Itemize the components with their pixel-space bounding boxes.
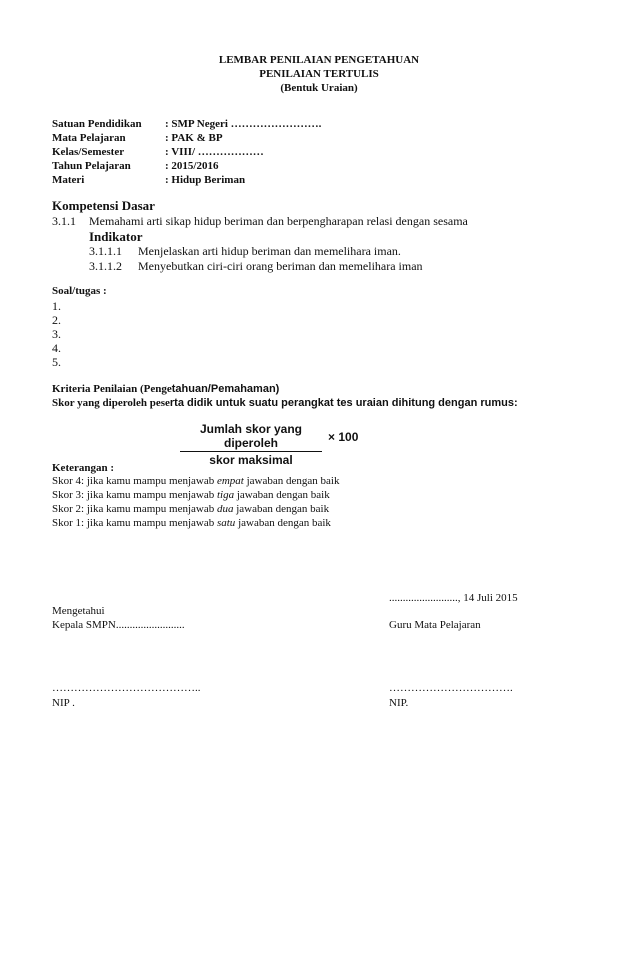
keterangan-em: tiga: [216, 489, 235, 501]
guru-label: Guru Mata Pelajaran: [389, 619, 481, 631]
title-line-1: LEMBAR PENILAIAN PENGETAHUAN: [218, 54, 420, 66]
info-label: Mata Pelajaran: [52, 132, 126, 144]
info-label: Tahun Pelajaran: [52, 160, 131, 172]
keterangan-item: [52, 503, 329, 515]
kriteria-line-part2: rta didik untuk suatu perangkat tes uraian dihitung dengan rumus:: [169, 397, 518, 409]
kriteria-line-part1: Skor yang diperoleh pese: [52, 397, 170, 409]
keterangan-item: [52, 489, 330, 501]
soal-item: 2.: [52, 313, 61, 327]
keterangan-post: jawaban dengan baik: [235, 517, 331, 529]
title-line-2: PENILAIAN TERTULIS: [259, 68, 379, 80]
kriteria-heading-part2: tahuan/Pemahaman): [171, 383, 280, 395]
formula-times: × 100: [328, 430, 359, 444]
keterangan-em: dua: [216, 503, 234, 515]
indikator-text: Menjelaskan arti hidup beriman dan memelihara iman.: [138, 244, 401, 258]
soal-item: 4.: [52, 341, 61, 355]
kompetensi-heading: Kompetensi Dasar: [52, 198, 155, 213]
soal-heading: Soal/tugas :: [52, 285, 107, 297]
keterangan-post: jawaban dengan baik: [234, 489, 330, 501]
keterangan-item: [52, 517, 331, 529]
score-formula: [176, 422, 326, 467]
keterangan-post: jawaban dengan baik: [243, 475, 340, 487]
formula-numerator: Jumlah skor yang diperoleh: [199, 422, 303, 450]
info-label: Materi: [52, 174, 85, 186]
signature-line-left: …………………………………..: [52, 682, 201, 694]
soal-item: 3.: [52, 327, 61, 341]
kriteria-heading-part1: Kriteria Penilaian (Penge: [52, 383, 172, 395]
fraction-bar: [180, 451, 322, 452]
keterangan-item: [52, 475, 339, 487]
formula-denominator: skor maksimal: [209, 453, 293, 467]
kepala-label: Kepala SMPN.........................: [52, 619, 185, 631]
kriteria-line: [52, 397, 518, 409]
info-label: Satuan Pendidikan: [52, 118, 142, 130]
soal-item: 1.: [52, 299, 61, 313]
keterangan-pre: Skor 2: jika kamu mampu menjawab: [52, 503, 217, 515]
info-label: Kelas/Semester: [52, 146, 125, 158]
indikator-number: 3.1.1.2: [89, 259, 122, 273]
info-value: : Hidup Beriman: [165, 174, 246, 186]
kd-number: 3.1.1: [52, 214, 76, 228]
info-value: : PAK & BP: [165, 132, 223, 144]
keterangan-em: empat: [216, 475, 244, 487]
info-value: : SMP Negeri …………………….: [165, 118, 322, 130]
indikator-text: Menyebutkan ciri-ciri orang beriman dan memelihara iman: [138, 259, 423, 273]
soal-item: 5.: [52, 355, 61, 369]
signature-date: ........................., 14 Juli 2015: [389, 592, 518, 604]
keterangan-pre: Skor 1: jika kamu mampu menjawab: [52, 517, 217, 529]
signature-line-right: …………………………….: [389, 682, 513, 694]
keterangan-post: jawaban dengan baik: [233, 503, 330, 515]
indikator-number: 3.1.1.1: [89, 244, 122, 258]
nip-left: NIP .: [52, 697, 75, 709]
keterangan-pre: Skor 3: jika kamu mampu menjawab: [52, 489, 217, 501]
mengetahui-label: Mengetahui: [52, 605, 105, 617]
keterangan-pre: Skor 4: jika kamu mampu menjawab: [52, 475, 217, 487]
nip-right: NIP.: [389, 697, 409, 709]
indikator-heading: Indikator: [89, 229, 143, 244]
info-value: : VIII/ ………………: [165, 146, 264, 158]
kriteria-heading: [52, 383, 279, 395]
info-value: : 2015/2016: [165, 160, 219, 172]
keterangan-heading: Keterangan :: [52, 462, 115, 474]
title-line-3: (Bentuk Uraian): [280, 82, 358, 94]
keterangan-em: satu: [216, 517, 236, 529]
kd-text: Memahami arti sikap hidup beriman dan berpengharapan relasi dengan sesama: [89, 214, 468, 228]
